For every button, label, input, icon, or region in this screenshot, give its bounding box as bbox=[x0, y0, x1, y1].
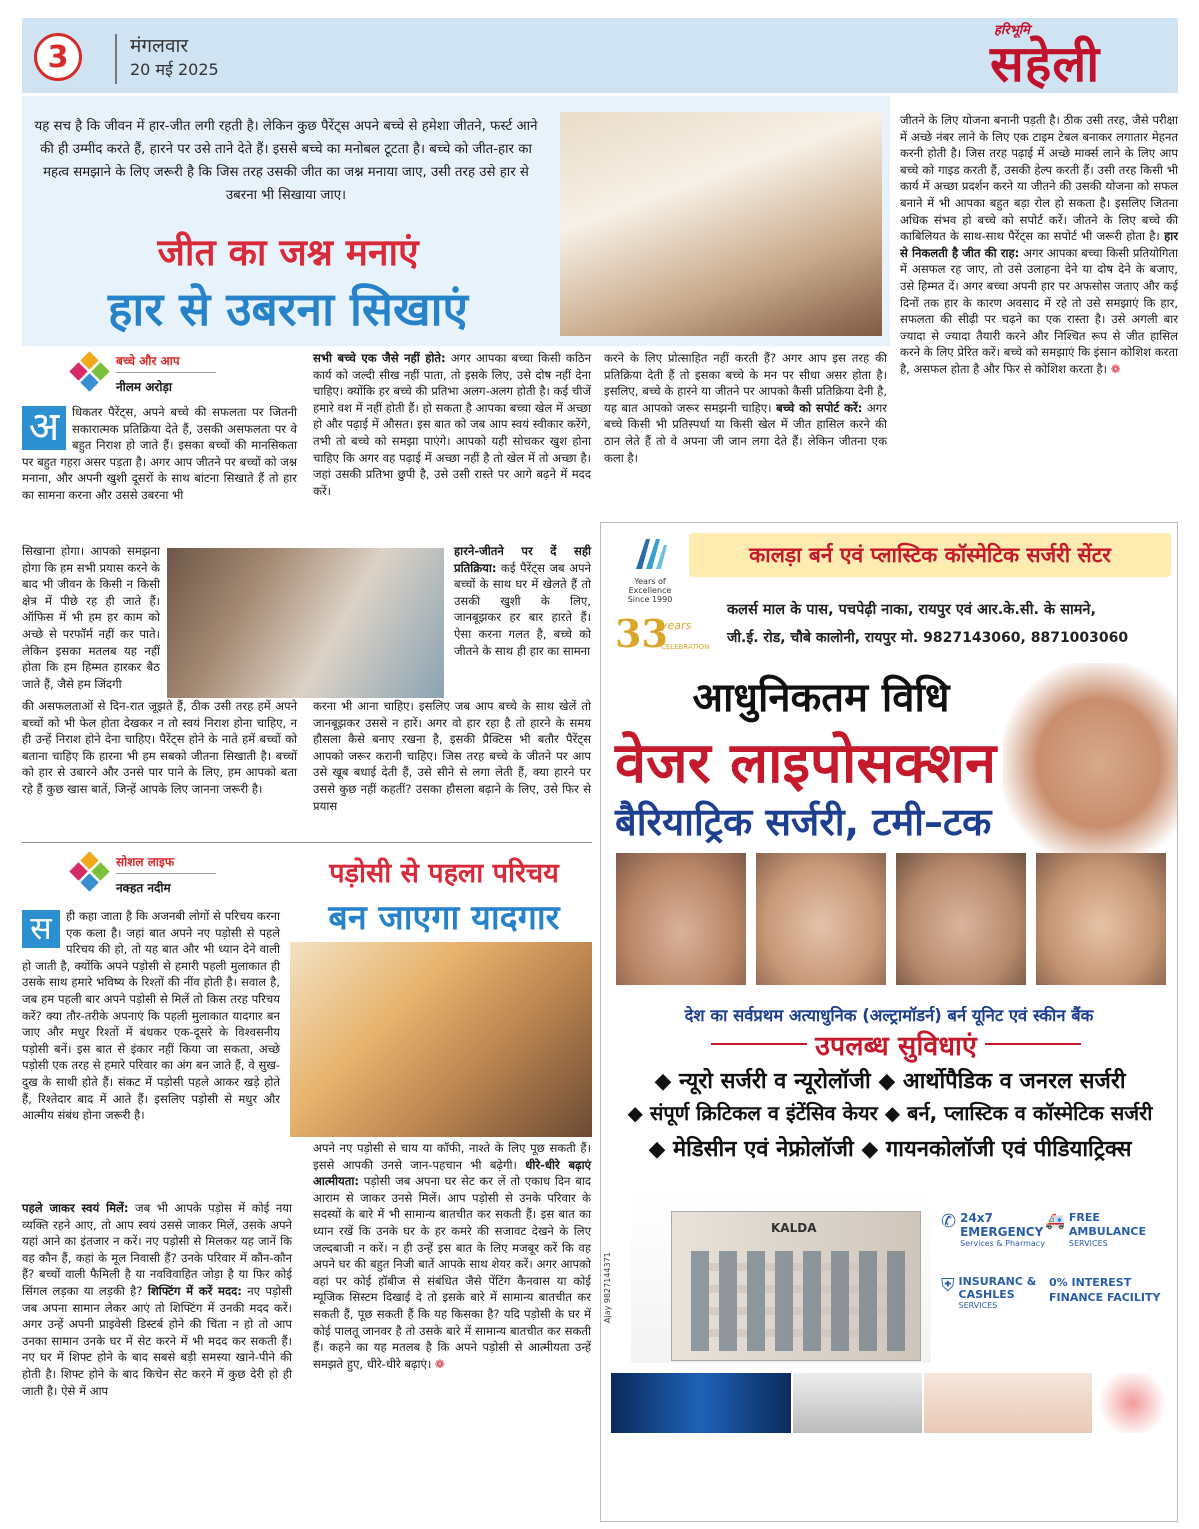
article2-title-line1: पड़ोसी से पहला परिचय bbox=[329, 858, 559, 889]
article2-section-rule bbox=[116, 873, 216, 874]
ad-vertical-text: Ajay 9827144371 bbox=[603, 1252, 612, 1323]
article2-col1-a-text: ही कहा जाता है कि अजनबी लोगों से परिचय करना एक कला है। जहां बात अपने नए पड़ोसी से पहले परिचय की हो, तो यह बात और भी ध्यान देने वाली हो जाती है, क्योंकि अपने पड़ोसी से हमारी पहली मुलाकात ही उसके साथ हमारे भविष्य के रिश्तों की नींव होती है। सवाल है, जब हम पहली बार अपने पड़ोसी से मिलें तो किस तरह परिचय करें? क्या तौर-तरीके अपनाएं कि पहली मुलाकात यादगार बन जाए और मधुर रिश्तों में बंधकर एक-दूसरे के विश्वसनीय पड़ोसी बनें। इस बात से इंकार नहीं किया जा सकता, अच्छे पड़ोसी एक तरह से हमारे परिवार का अंग बन जाते हैं, वे सुख-दुख के साथी होते हैं। संकट में पड़ोसी पहले आकर खड़े होते हैं, रिश्तेदार बाद में आते हैं। इसलिए पड़ोसी से मधुर और आत्मीय संबंध होना जरूरी है। bbox=[22, 909, 280, 1123]
ad-headline2: वेजर लाइपोसक्शन bbox=[615, 731, 997, 796]
ad-address1: कलर्स माल के पास, पचपेढ़ी नाका, रायपुर एवं आर.के.सी. के सामने, bbox=[727, 602, 1096, 618]
header-divider bbox=[115, 34, 117, 84]
article1-col4-a: जीतने के लिए योजना बनानी पड़ती है। ठीक उसी तरह, जैसे परीक्षा में अच्छे नंबर लाने के लिए एक टाइम टेबल बनाकर लगातार मेहनत करनी होती है। जिस तरह पढ़ाई में अच्छे मार्क्स लाने के लिए आप बच्चे को गाइड करती हैं, उसकी हेल्प करती हैं। उसी तरह किसी भी कार्य में अच्छा प्रदर्शन करने या जीतने की उसकी योजना को सफल बनाने में भी आपका बहुत बड़ा रोल हो सकता है। इसलिए जितना अधिक संभव हो बच्चे को सपोर्ट करें। जीतने के लिए बच्चे की काबिलियत के साथ-साथ पैरेंट्स का सपोर्ट भी जरूरी होता है। bbox=[900, 113, 1178, 244]
end-mark-icon: ❁ bbox=[1110, 361, 1121, 376]
article1-col3-a: करने के लिए प्रोत्साहित नहीं करती हैं? अगर आप इस तरह की प्रतिक्रिया देती हैं तो इसका बच्चे के मन पर सीधा असर होता है। इसलिए, बच्चे के हारने या जीतने पर आपको कैसी प्रतिक्रिया देनी है, यह बात आपको जरूर समझनी चाहिए। bbox=[604, 351, 887, 415]
article2-section: सोशल लाइफ bbox=[116, 855, 175, 869]
page-number-circle bbox=[34, 33, 82, 81]
facility-item: ◆ न्यूरो सर्जरी व न्यूरोलॉजी bbox=[654, 1069, 870, 1094]
ad-clinic-name-bar bbox=[689, 533, 1171, 577]
feature-finance bbox=[1049, 1275, 1175, 1327]
article1-col3-head: बच्चे को सपोर्ट करें: bbox=[776, 400, 863, 415]
feature-emergency bbox=[941, 1211, 1059, 1263]
facility-item: ◆ आर्थोपैडिक व जनरल सर्जरी bbox=[878, 1069, 1125, 1094]
article1-col3-b: अगर बच्चे किसी भी प्रतिस्पर्धा या किसी खेल में जीत हासिल करने की ठान लेते हैं तो वे अपना जी जान लगा देते हैं। लेकिन जीतना एक कला है। bbox=[604, 400, 888, 465]
article1-col2-a-text: अगर आपका बच्चा किसी कठिन कार्य को जल्दी सीख नहीं पाता, तो इसके लिए, उसे दोष नहीं देना चाहिए। क्योंकि हर बच्चे की प्रतिभा अलग-अलग होती है। कई चीजें हमारे वश में नहीं होती हैं। हो सकता है आपका बच्चा खेल में अच्छा हो और पढ़ाई में औसत। इस बात को जब आप स्वयं स्वीकार करेंगे, तभी तो बच्चे को समझा पाएंगे। आपको यही सोचकर खुश होना चाहिए कि अगर वह पढ़ाई में अच्छा नहीं है तो खेल में तो अच्छा है। जहां उसकी प्रतिभा छुपी है, उसे उसी रास्ते पर आगे बढ़ने में मदद करें। bbox=[313, 351, 592, 498]
ad-anniversary bbox=[615, 611, 725, 661]
article2-dropcap: स bbox=[22, 910, 60, 948]
feature-title: FREE AMBULANCE bbox=[1068, 1211, 1147, 1238]
brand-big: सहेली bbox=[990, 35, 1101, 93]
article1-section: बच्चे और आप bbox=[116, 354, 180, 368]
body-photo-3 bbox=[896, 853, 1026, 985]
article1-col2-b-text: कई पैरेंट्स जब अपने बच्चों के साथ घर में खेलते हैं तो उसकी खुशी के लिए, जानबूझकर हर बार हारते हैं। ऐसा करना गलत है, बच्चे को जीतने के साथ ही हार का सामना bbox=[454, 560, 591, 658]
article2-col2-c: कहने का यह मतलब है कि अपने पड़ोसी से आत्मीयता उन्हें समझते हुए, धीरे-धीरे बढ़ाएं। bbox=[313, 1340, 592, 1371]
feature-title: 0% INTEREST FINANCE FACILITY bbox=[1049, 1276, 1161, 1304]
building-windows bbox=[691, 1251, 911, 1351]
ad-building bbox=[631, 1191, 931, 1363]
article2-author: नक्हत नदीम bbox=[116, 881, 171, 895]
ad-anniversary-num: 33 bbox=[615, 611, 668, 656]
ad-headline3: बैरियाट्रिक सर्जरी, टमी–टक bbox=[615, 800, 992, 844]
article1-col1-a-text: धिकतर पैरेंट्स, अपने बच्चे की सफलता पर जितनी सकारात्मक प्रतिक्रिया देते हैं, उसकी असफलता पर वे बहुत निराश हो जाते हैं। इसका बच्चों की मानसिकता पर बहुत गहरा असर पड़ता है। अगर आप जीतने पर बच्चों को जश्न मनाना, और अपनी खुशी दूसरों के साथ बांटना सिखाते हैं तो हार का सामना करना और उससे उबरना भी bbox=[22, 405, 297, 502]
article1-col3 bbox=[604, 350, 887, 466]
article1-title-line2: हार से उबरना सिखाएं bbox=[107, 282, 469, 336]
article2-col1-head2: शिफ्टिंग में करें मदद: bbox=[147, 1283, 242, 1298]
article1-col4-head: हार से निकलती है जीत की राह: bbox=[900, 229, 1178, 260]
ad-tagline: देश का सर्वप्रथम अत्याधुनिक (अल्ट्रामॉडर्न) बर्न यूनिट एवं स्कीन बैंक bbox=[684, 1006, 1094, 1025]
article1-col4 bbox=[900, 112, 1178, 378]
ad-anniversary-text: years bbox=[661, 619, 692, 632]
article2-col1-b: जब भी आपके पड़ोस में कोई नया व्यक्ति रहने आए, तो आप स्वयं उससे जाकर मिलें, उसके अपने यहां आने का इंतजार न करें। नए पड़ोसी से मिलकर यह जानें कि वह कौन हैं, कहां के मूल निवासी हैं? उनके परिवार में कौन-कौन हैं? बच्चों वाली फैमिली है या नवविवाहित जोड़ा है या फिर कोई सिंगल लड़का या लड़की है? bbox=[22, 1201, 292, 1298]
ad-facility-row-1 bbox=[609, 1065, 1171, 1095]
building-sign: KALDA bbox=[771, 1221, 817, 1235]
article1-col2-c: करना भी आना चाहिए। इसलिए जब आप बच्चे के साथ खेलें तो जानबूझकर उससे न हारें। अगर वो हार रहा है तो हारने के समय हौसला कैसे बनाए रखना है, इसकी प्रैक्टिस भी बतौर पैरेंट्स आपको जरूर करानी चाहिए। जिस तरह बच्चे के जीतने पर आप उसे खूब बधाई देती हैं, उसे सीने से लगा लेती हैं, क्या हारने पर उससे कुछ नहीं कहतीं? उसका हौसला बढ़ाने के लिए, उसे फिर से प्रयास bbox=[313, 699, 591, 813]
feature-ambulance bbox=[1045, 1211, 1175, 1263]
ad-logo bbox=[615, 533, 685, 609]
article2-col1-head: पहले जाकर स्वयं मिलें: bbox=[22, 1201, 129, 1215]
hands-image bbox=[924, 1373, 1091, 1433]
article1-title-line1: जीत का जश्न मनाएं bbox=[157, 231, 419, 274]
article2-col2-b: पड़ोसी जब अपना घर सेट कर लें तो एकाध दिन बाद आराम से जाकर उनसे मिलें। आप पड़ोसी से उनके परिवार के सदस्यों के बारे में भी सामान्य बातचीत कर सकती हैं। इस बात का ध्यान रखें कि उनके घर के हर कमरे की सजावट देखने के लिए जल्दबाजी न करें। न ही उन्हें इस बात के लिए मजबूर करें कि वह अपने घर की बहुत निजी बातें आपके साथ शेयर करें। अगर आपको वहां पर कोई हॉबीज से संबंधित जैसे पेंटिंग कैनवास या कोई म्यूजिक सिस्टम दिखाई दे तो इसके बारे में सामान्य बातचीत कर सकती हैं, पूछ सकती हैं कि यह किसका है? यदि पड़ोसी के घर में कोई पालतू जानवर है तो उसके बारे में सामान्य बातचीत कर सकती हैं। bbox=[313, 1174, 591, 1355]
ad-logo-text1: Years of Excellence bbox=[628, 577, 672, 595]
feature-sub: SERVICES bbox=[958, 1301, 998, 1310]
section-logo bbox=[70, 352, 110, 392]
article2-title-line2: बन जाएगा यादगार bbox=[328, 898, 560, 938]
ad-logo-text2: Since 1990 bbox=[627, 595, 673, 604]
feature-sub: SERVICES bbox=[1068, 1239, 1108, 1248]
spine-image bbox=[611, 1373, 791, 1433]
article1-section-rule bbox=[116, 372, 216, 373]
article1-intro: यह सच है कि जीवन में हार-जीत लगी रहती है। लेकिन कुछ पैरेंट्स अपने बच्चे से हमेशा जीतने, फर्स्ट आने की ही उम्मीद करते हैं, हारने पर उसे ताने देते हैं। इससे बच्चे का मनोबल टूटता है। बच्चे को जीत-हार का महत्व समझाने के लिए जरूरी है कि जिस तरह उसकी जीत का जश्न मनाया जाए, उसी तरह उसे हार से उबरना भी सिखाया जाए। bbox=[34, 119, 538, 203]
xray-image bbox=[793, 1373, 922, 1433]
father-son-photo bbox=[167, 548, 444, 698]
article1-author: नीलम अरोड़ा bbox=[116, 380, 172, 394]
advertisement bbox=[600, 522, 1178, 1522]
clinic-logo-icon bbox=[630, 533, 670, 573]
article2-col2-head: धीरे-धीरे बढ़ाएं आत्मीयता: bbox=[313, 1157, 592, 1189]
article2-col1-a bbox=[22, 908, 280, 1124]
ad-address2: जी.ई. रोड, चौबे कालोनी, रायपुर मो. 9827143060, 8871003060 bbox=[727, 630, 1129, 646]
article-divider bbox=[22, 842, 592, 843]
ad-facilities-title: उपलब्ध सुविधाएं bbox=[815, 1030, 977, 1062]
article1-col2-b bbox=[454, 543, 591, 659]
feature-insurance bbox=[941, 1275, 1051, 1327]
article1-col2-a bbox=[313, 350, 591, 499]
article1-col1-a bbox=[22, 404, 297, 504]
article1-col1-c: की असफलताओं से दिन-रात जूझते हैं, ठीक उसी तरह हमें अपने बच्चों को भी फेल होता देखकर न तो स्वयं निराश होना चाहिए, न ही उन्हें निराश होने देना चाहिए। पैरेंट्स होने के नाते हमें बच्चों को बताना चाहिए कि हारना भी हम सबको जीतना सिखाती है। बच्चों को हार से उबारने और उनसे पार पाने के लिए, हम आपको बता रहे हैं कुछ खास बातें, जिन्हें आपके लिए जानना जरूरी है। bbox=[22, 699, 297, 796]
facility-item: ◆ मेडिसीन एवं नेफ्रोलॉजी bbox=[648, 1137, 853, 1162]
article2-col1-bc bbox=[22, 1200, 292, 1399]
feature-title: INSURANC & CASHLES bbox=[958, 1275, 1037, 1301]
facilities-rule-left bbox=[711, 1043, 807, 1045]
article2-col2-a: अपने नए पड़ोसी से चाय या कॉफी, नाश्ते के लिए पूछ सकती हैं। इससे आपकी उनसे जान-पहचान भी बढ़ेगी। bbox=[313, 1141, 591, 1172]
header-day: मंगलवार bbox=[130, 35, 189, 57]
header-date: 20 मई 2025 bbox=[130, 60, 219, 79]
article2-col1-c: नए पड़ोसी जब अपना सामान लेकर आएं तो शिफ्टिंग में उनकी मदद करें। अगर उन्हें अपनी प्राइवेसी डिस्टर्ब होने की चिंता न हो तो आप उनका सामान उनके घर में सेट करने में भी मदद कर सकती हैं। नए घर में शिफ्ट होने के बाद सबसे बड़ी समस्या खाने-पीने की होती है। शिफ्ट होने के बाद किचेन सेट करने में कुछ देरी हो ही जाती है। ऐसे में आप bbox=[22, 1283, 293, 1398]
ad-facilities-title-row bbox=[711, 1026, 1081, 1062]
end-mark-icon: ❁ bbox=[435, 1356, 445, 1371]
facility-item: ◆ बर्न, प्लास्टिक व कॉस्मेटिक सर्जरी bbox=[885, 1101, 1153, 1125]
ambulance-icon: 🚑 bbox=[1045, 1211, 1065, 1230]
facility-item: ◆ गायनकोलॉजी एवं पीडियाट्रिक्स bbox=[861, 1137, 1131, 1162]
body-photo-1 bbox=[616, 853, 746, 985]
ad-facility-row-2 bbox=[605, 1099, 1175, 1126]
article1-col1-b: सिखाना होगा। आपको समझना होगा कि हम सभी प्रयास करने के बाद भी जीवन के किसी न किसी क्षेत्र में पीछे रह ही जाते हैं। ऑफिस में भी हम हर काम को अच्छे से परफॉर्म नहीं कर पाते। लेकिन इसका मतलब यह नहीं होता कि हम हिम्मत हारकर बैठ जाते हैं, जैसे हम जिंदगी bbox=[22, 544, 160, 691]
article2-col2 bbox=[313, 1140, 591, 1372]
phone-icon: ✆ bbox=[941, 1211, 957, 1232]
ad-clinic-name: कालड़ा बर्न एवं प्लास्टिक कॉस्मेटिक सर्जरी सेंटर bbox=[749, 543, 1111, 567]
brand-logo bbox=[990, 20, 1170, 92]
article1-col4-b: अगर आपका बच्चा किसी प्रतियोगिता में असफल रह जाए, तो उसे उलाहना देने या दोष देने के बजाए, उसे हिम्मत दें। अगर बच्चा अपनी हार पर अफसोस जताए और कई दिनों तक हार के कारण अवसाद में रहे तो उसे समझाएं कि हार, सफलता की सीढ़ी पर चढ़ने का एक रास्ता है। उसे अगली बार ज्यादा से ज्यादा तैयारी करने और निश्चित रूप से जीत हासिल करने के लिए प्रेरित करें। बच्चे को समझाएं कि इंसान कोशिश करता है, असफल होता है और फिर से कोशिश करता है। bbox=[900, 245, 1178, 376]
feature-sub: Services & Pharmacy bbox=[960, 1239, 1045, 1248]
body-photo-4 bbox=[1036, 853, 1166, 985]
body-photo-2 bbox=[756, 853, 886, 985]
ad-facility-row-3 bbox=[609, 1133, 1171, 1163]
article1-dropcap: अ bbox=[22, 406, 66, 450]
friends-photo bbox=[290, 942, 592, 1137]
shield-icon: ⛨ bbox=[941, 1275, 955, 1296]
ad-medical-strip bbox=[611, 1373, 1171, 1433]
ad-body-photos bbox=[611, 853, 1171, 985]
article1-col2-head: सभी बच्चे एक जैसे नहीं होते: bbox=[313, 351, 446, 365]
ad-headline1: आधुनिकतम विधि bbox=[692, 675, 950, 721]
feature-title: 24x7 EMERGENCY bbox=[960, 1211, 1044, 1239]
family-photo bbox=[560, 112, 882, 336]
article1-col2-head2: हारने-जीतने पर दें सही प्रतिक्रिया: bbox=[454, 544, 591, 575]
section2-logo bbox=[70, 852, 110, 892]
uterus-image bbox=[1094, 1373, 1171, 1433]
facility-item: ◆ संपूर्ण क्रिटिकल व इंटेंसिव केयर bbox=[628, 1101, 878, 1125]
page-number: 3 bbox=[47, 39, 69, 75]
brand-small: हरिभूमि bbox=[994, 23, 1030, 38]
facilities-rule-right bbox=[985, 1043, 1081, 1045]
ad-anniversary-sub: CELEBRATION bbox=[661, 643, 710, 651]
